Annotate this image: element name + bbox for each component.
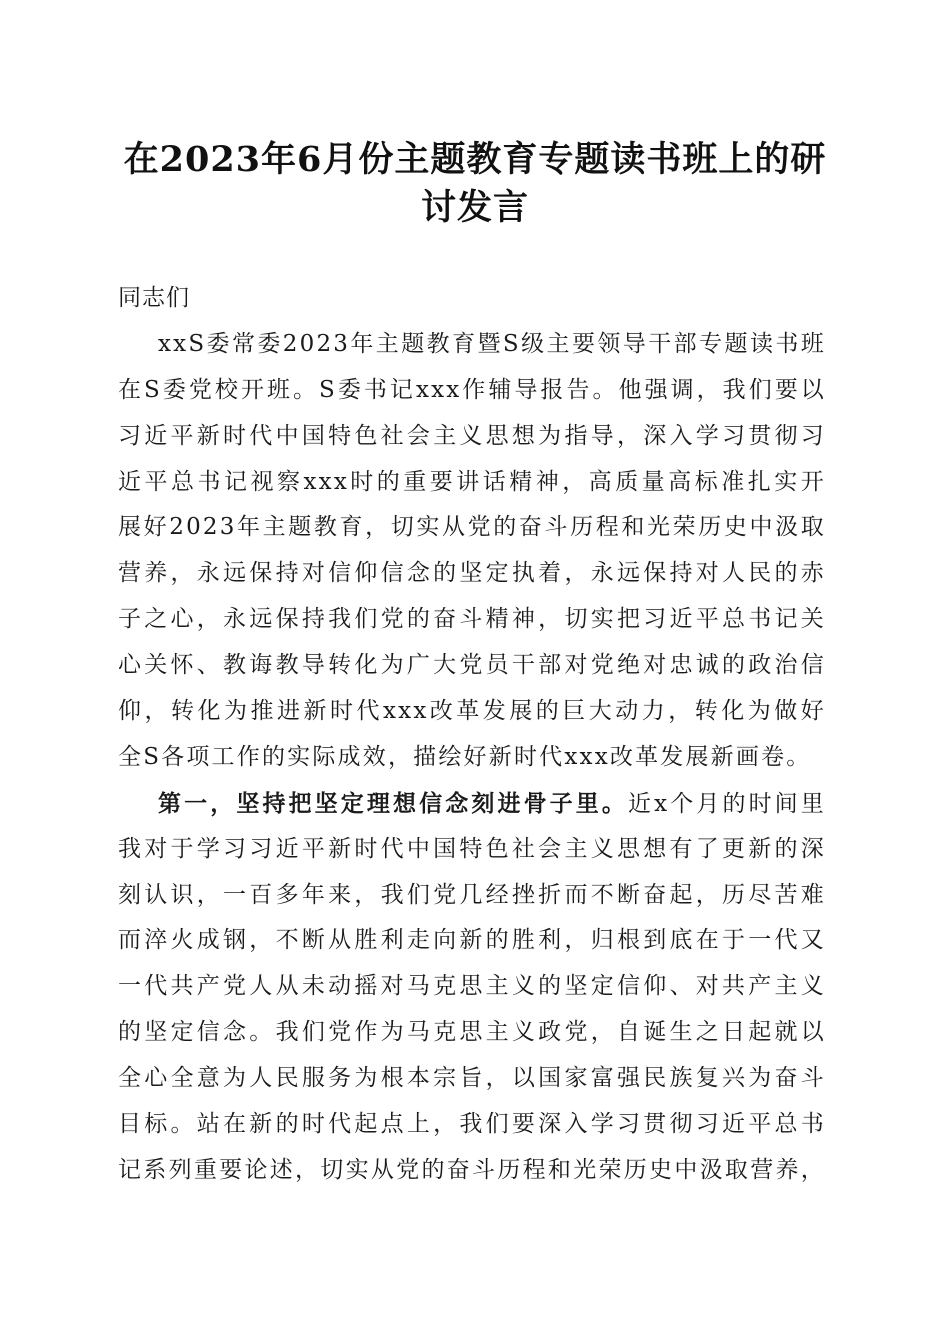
paragraph-2-line: 我对于学习习近平新时代中国特色社会主义思想有了更新的深 bbox=[118, 835, 826, 862]
paragraph-1-line: 心关怀、教诲教导转化为广大党员干部对党绝对忠诚的政治信 bbox=[118, 652, 826, 679]
paragraph-1-line: 展好2023年主题教育，切实从党的奋斗历程和光荣历史中汲取 bbox=[118, 514, 826, 541]
paragraph-1-line: 仰，转化为推进新时代xxx改革发展的巨大动力，转化为做好 bbox=[118, 698, 826, 725]
paragraph-2-line: 一代共产党人从未动摇对马克思主义的坚定信仰、对共产主义 bbox=[118, 973, 826, 1000]
salutation: 同志们 bbox=[118, 285, 190, 311]
paragraph-2-line: 的坚定信念。我们党作为马克思主义政党，自诞生之日起就以 bbox=[118, 1019, 826, 1046]
paragraph-1-line: xxS委常委2023年主题教育暨S级主要领导干部专题读书班 bbox=[158, 330, 826, 357]
paragraph-2-first-line bbox=[118, 781, 826, 827]
paragraph-1-line: 习近平新时代中国特色社会主义思想为指导，深入学习贯彻习 bbox=[118, 422, 826, 449]
paragraph-1-line: 全S各项工作的实际成效，描绘好新时代xxx改革发展新画卷。 bbox=[118, 743, 812, 770]
paragraph-1-line: 子之心，永远保持我们党的奋斗精神，切实把习近平总书记关 bbox=[118, 606, 826, 633]
paragraph-2-line: 记系列重要论述，切实从党的奋斗历程和光荣历史中汲取营养， bbox=[118, 1156, 826, 1183]
paragraph-2-line: 目标。站在新的时代起点上，我们要深入学习贯彻习近平总书 bbox=[118, 1111, 826, 1138]
paragraph-2-first-line-rest: 近x个月的时间里 bbox=[628, 790, 826, 817]
title-line-2: 讨发言 bbox=[420, 187, 529, 228]
document-body bbox=[118, 276, 838, 1194]
paragraph-2-heading: 第一，坚持把坚定理想信念刻进骨子里。 bbox=[158, 789, 629, 817]
paragraph-1-line: 营养，永远保持对信仰信念的坚定执着，永远保持对人民的赤 bbox=[118, 560, 826, 587]
paragraph-2-line: 而淬火成钢，不断从胜利走向新的胜利，归根到底在于一代又 bbox=[118, 927, 826, 954]
document-title bbox=[120, 136, 830, 232]
title-line-1: 在2023年6月份主题教育专题读书班上的研 bbox=[123, 139, 827, 180]
paragraph-2-line: 全心全意为人民服务为根本宗旨，以国家富强民族复兴为奋斗 bbox=[118, 1065, 826, 1092]
paragraph-1-line: 近平总书记视察xxx时的重要讲话精神，高质量高标准扎实开 bbox=[118, 468, 826, 495]
paragraph-2-line: 刻认识，一百多年来，我们党几经挫折而不断奋起，历尽苦难 bbox=[118, 881, 826, 908]
paragraph-1-line: 在S委党校开班。S委书记xxx作辅导报告。他强调，我们要以 bbox=[118, 376, 826, 403]
